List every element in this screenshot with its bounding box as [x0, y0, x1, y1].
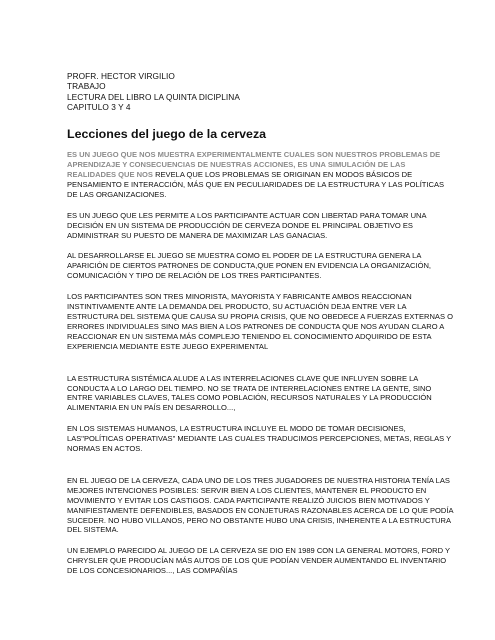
- paragraph-human-systems: EN LOS SISTEMAS HUMANOS, LA ESTRUCTURA INCLUYE EL MODO DE TOMAR DECISIONES, LAS"POLÍTICAS OPERATIVAS" MEDIANTE LAS CUALES TRADUCIMOS PERCEPCIONES, METAS, REGLAS Y NORMAS EN ACTOS.: [67, 424, 452, 454]
- header-assignment: TRABAJO: [67, 81, 106, 92]
- paragraph-gm-example: UN EJEMPLO PARECIDO AL JUEGO DE LA CERVEZA SE DIO EN 1989 CON LA GENERAL MOTORS, FORD Y CHRYSLER QUE PRODUCÍAN MÁS AUTOS DE LOS QUE PODÍAN VENDER AUMENTANDO EL INVENTARIO DE LOS CONCESIONARIOS..., LAS COMPAÑÍAS: [67, 546, 450, 576]
- paragraph-structure-power: AL DESARROLLARSE EL JUEGO SE MUESTRA COMO EL PODER DE LA ESTRUCTURA GENERA LA APARICIÓN DE CIERTOS PATRONES DE CONDUCTA,QUE PONEN EN EVIDENCIA LA ORGANIZACIÓN, COMUNICACIÓN Y TIPO DE RELACIÓN DE LOS TRES PARTICIPANTES.: [67, 251, 431, 281]
- header-author: PROFR. HECTOR VIRGILIO: [67, 71, 175, 81]
- header-chapter: CAPITULO 3 Y 4: [67, 101, 131, 112]
- document-title: Lecciones del juego de la cerveza: [67, 127, 267, 142]
- paragraph-beer-game-players: EN EL JUEGO DE LA CERVEZA, CADA UNO DE LOS TRES JUGADORES DE NUESTRA HISTORIA TENÍA LAS MEJORES INTENCIONES POSIBLES: SERVIR BIEN A LOS CLIENTES, MANTENER EL PRODUCTO EN MOVIMIENTO Y EVITAR LOS CASTIGOS. CADA PARTICIPANTE REALIZÓ JUICIOS BIEN MOTIVADOS Y MANIFIESTAMENTE DEFENDIBLES, BASADOS EN CONJETURAS RAZONABLES ACERCA DE LO QUE PODÍA SUCEDER. NO HUBO VILLANOS, PERO NO OBSTANTE HUBO UNA CRISIS, INHERENTE A LA ESTRUCTURA DEL SISTEMA.: [67, 475, 454, 535]
- intro-rest: REVELA QUE LOS PROBLEMAS SE ORIGINAN EN MODOS BÁSICOS DE PENSAMIENTO E INTERACCIÓN, MÁS QUE EN PECULIARIDADES DE LA ESTRUCTURA Y LAS POLÍTICAS DE LAS ORGANIZACIONES.: [67, 170, 445, 199]
- header-reading: LECTURA DEL LIBRO LA QUINTA DICIPLINA: [67, 91, 240, 102]
- paragraph-systemic-structure: LA ESTRUCTURA SISTÉMICA ALUDE A LAS INTERRELACIONES CLAVE QUE INFLUYEN SOBRE LA CONDUCTA A LO LARGO DEL TIEMPO. NO SE TRATA DE INTERRELACIONES ENTRE LA GENTE, SINO ENTRE VARIABLES CLAVES, TALES COMO POBLACIÓN, RECURSOS NATURALES Y LA PRODUCCIÓN ALIMENTARIA EN UN PAÍS EN DESARROLLO...,: [67, 373, 432, 413]
- intro-highlight: ES UN JUEGO QUE NOS MUESTRA EXPERIMENTALMENTE CUALES SON NUESTROS PROBLEMAS DE APRENDIZAJE Y CONSECUENCIAS DE NUESTRAS ACCIONES, ES UNA SIMULACIÓN DE LAS REALIDADES QUE NOS: [67, 150, 441, 179]
- paragraph-three-participants: LOS PARTICIPANTES SON TRES MINORISTA, MAYORISTA Y FABRICANTE AMBOS REACCIONAN INSTINTIVAMENTE ANTE LA DEMANDA DEL PRODUCTO, SU ACTUACIÓN DEJA ENTRE VER LA ESTRUCTURA DEL SISTEMA QUE CAUSA SU PROPIA CRISIS, QUE NO OBEDECE A FUERZAS EXTERNAS O ERRORES INDIVIDUALES SINO MAS BIEN A LOS PATRONES DE CONDUCTA QUE NOS AYUDAN CLARO A REACCIONAR EN UN SISTEMA MÁS COMPLEJO TENIENDO EL CONOCIMIENTO ADQUIRIDO DE ESTA EXPERIENCIA MEDIANTE ESTE JUEGO EXPERIMENTAL: [67, 292, 453, 351]
- intro-paragraph: [67, 150, 455, 200]
- paragraph-participants-freedom: ES UN JUEGO QUE LES PERMITE A LOS PARTICIPANTE ACTUAR CON LIBERTAD PARA TOMAR UNA DECISIÓN EN UN SISTEMA DE PRODUCCIÓN DE CERVEZA DONDE EL PRINCIPAL OBJETIVO ES ADMINISTRAR SU PUESTO DE MANERA DE MAXIMIZAR LAS GANACIAS.: [67, 210, 427, 240]
